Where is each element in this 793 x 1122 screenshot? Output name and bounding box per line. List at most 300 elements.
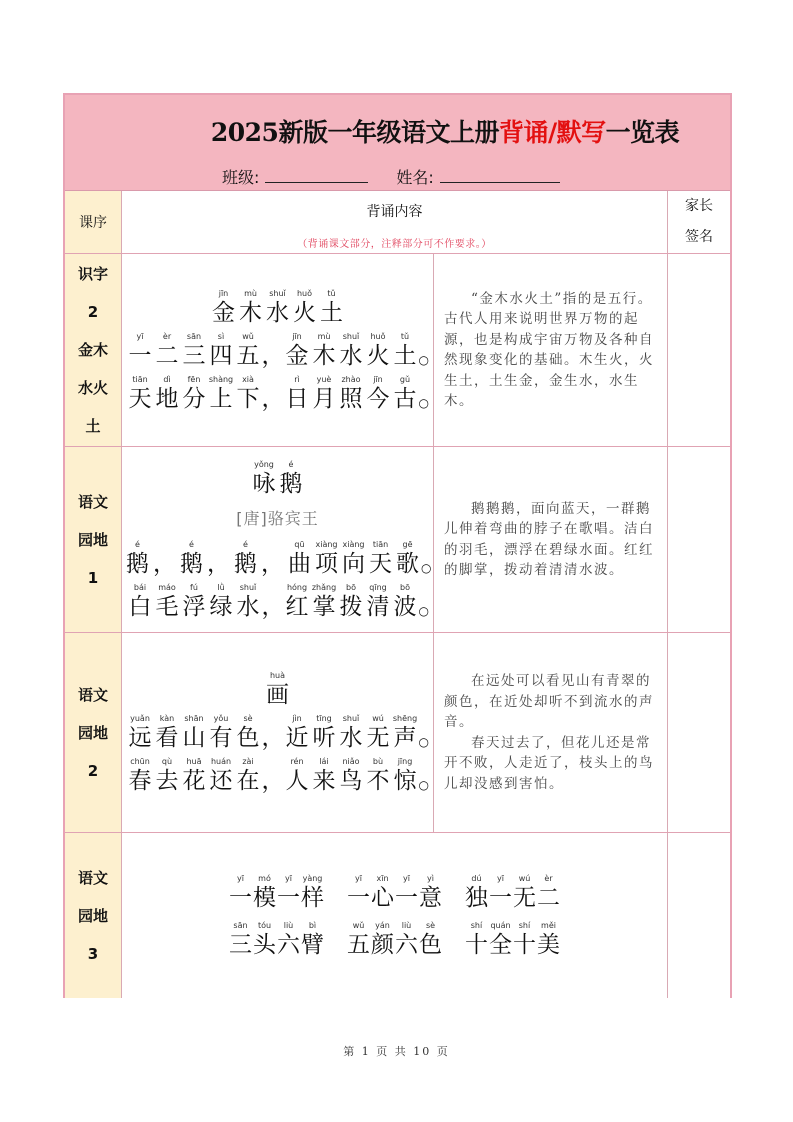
hanzi-with-pinyin <box>392 756 419 795</box>
hanzi: 古 <box>393 385 417 412</box>
poem-title <box>264 670 291 709</box>
hanzi: 远 <box>128 725 152 751</box>
hanzi-with-pinyin <box>178 539 205 578</box>
pinyin: bái <box>133 582 147 592</box>
pinyin: sì <box>217 331 225 341</box>
recitation-content <box>122 833 668 998</box>
poem-line: bái 白 máo 毛 fú 浮 lǜ 绿 shuǐ 水 ， hóng 红 zhǎng 掌 bō 拨 qīng 清 bō 波 ○ <box>128 582 429 620</box>
idiom <box>229 873 325 912</box>
explanation-note: 鹅鹅鹅，面向蓝天，一群鹅儿伸着弯曲的脖子在歌唱。洁白的羽毛，漂浮在碧绿水面。红红的脚掌，拨动着清清水波。 <box>444 500 654 578</box>
hanzi: 无 <box>366 725 390 751</box>
hanzi: 心 <box>371 884 394 911</box>
hanzi-with-pinyin <box>264 288 291 327</box>
recitation-content <box>122 254 668 446</box>
hanzi-with-pinyin <box>311 582 338 621</box>
hanzi-with-pinyin <box>371 873 395 912</box>
hanzi-with-pinyin <box>311 374 338 413</box>
hanzi: 咏 <box>252 470 276 497</box>
hanzi-with-pinyin <box>181 331 208 370</box>
hanzi-with-pinyin <box>347 873 371 912</box>
hanzi-with-pinyin <box>318 288 345 327</box>
hanzi: 上 <box>209 385 233 412</box>
pinyin: mù <box>244 288 257 298</box>
hanzi: 还 <box>209 768 233 794</box>
hanzi: 水 <box>236 593 260 620</box>
pinyin: fú <box>190 582 198 592</box>
hanzi-with-pinyin <box>311 331 338 370</box>
content-header-label: 背诵内容 <box>366 203 423 220</box>
hanzi-with-pinyin <box>365 713 392 752</box>
hanzi-with-pinyin <box>124 539 151 578</box>
hanzi: 近 <box>285 725 309 751</box>
hanzi-with-pinyin <box>419 920 443 959</box>
pinyin: bù <box>372 757 384 766</box>
pinyin: é <box>189 539 194 549</box>
hanzi: 色 <box>419 931 442 958</box>
hanzi-with-pinyin <box>465 920 489 959</box>
hanzi-with-pinyin <box>489 873 513 912</box>
hanzi-with-pinyin <box>208 331 235 370</box>
pinyin: gē <box>402 539 413 549</box>
recitation-sheet <box>63 93 732 998</box>
hanzi-with-pinyin <box>392 374 419 413</box>
pinyin: wǔ <box>352 920 365 930</box>
pinyin: zhào <box>341 374 361 384</box>
parent-signature-cell[interactable] <box>668 633 730 832</box>
table-row <box>65 633 730 833</box>
hanzi: 十 <box>465 931 488 958</box>
hanzi-with-pinyin <box>235 331 262 370</box>
pinyin: yī <box>237 873 244 883</box>
pinyin: shēng <box>392 714 418 723</box>
hanzi-with-pinyin <box>151 539 178 578</box>
hanzi-with-pinyin <box>253 920 277 959</box>
hanzi: 土 <box>320 299 343 326</box>
hanzi: 向 <box>342 550 365 577</box>
hanzi: 鸟 <box>339 768 363 794</box>
pinyin: jīng <box>397 757 413 766</box>
hanzi: 在 <box>236 768 260 794</box>
pinyin: bō <box>346 582 356 592</box>
hanzi: 水 <box>339 725 363 751</box>
hanzi: 三 <box>229 931 252 958</box>
pinyin: tiān <box>132 374 148 384</box>
hanzi: 红 <box>285 593 309 620</box>
title-highlight: 背诵/默写 <box>498 118 606 147</box>
name-field[interactable] <box>440 166 560 183</box>
hanzi: 六 <box>277 931 300 958</box>
pinyin: jìn <box>292 714 302 723</box>
pinyin: sè <box>425 920 436 930</box>
pinyin: jīn <box>292 331 302 341</box>
hanzi-with-pinyin <box>513 873 537 912</box>
hanzi-with-pinyin <box>181 582 208 621</box>
seq-header: 课序 <box>65 191 122 253</box>
hanzi: 五 <box>347 931 370 958</box>
table-row <box>65 833 730 998</box>
hanzi-with-pinyin <box>284 331 311 370</box>
hanzi-with-pinyin <box>394 539 421 578</box>
pinyin: shuǐ <box>342 714 360 723</box>
hanzi-with-pinyin <box>338 582 365 621</box>
hanzi: 天 <box>128 385 152 412</box>
hanzi: 分 <box>182 385 206 412</box>
content-header <box>122 191 668 253</box>
sign-header: 家长 签名 <box>668 191 730 253</box>
hanzi-with-pinyin <box>313 539 340 578</box>
pinyin: qū <box>294 539 305 549</box>
pinyin: bō <box>400 582 410 592</box>
pinyin: yuè <box>316 374 332 384</box>
hanzi-with-pinyin <box>465 873 489 912</box>
pinyin: huǒ <box>296 288 313 298</box>
hanzi: 头 <box>253 931 276 958</box>
class-field[interactable] <box>265 166 368 183</box>
lesson-seq: 语文 园地 2 <box>65 633 122 832</box>
pinyin: shí <box>470 920 483 930</box>
pinyin: é <box>243 539 248 549</box>
poem-line: yī 一 èr 二 sān 三 sì 四 wǔ 五 ， jīn 金 mù 木 shuǐ 水 huǒ 火 tǔ 土 ○ <box>128 331 429 369</box>
poem-line: yuǎn 远 kàn 看 shān 山 yǒu 有 sè 色 ， jìn 近 tīng 听 shuǐ 水 wú 无 shēng 声 ○ <box>128 714 429 751</box>
pinyin: quán <box>490 920 511 930</box>
pinyin: tǔ <box>400 331 410 341</box>
hanzi-with-pinyin <box>154 582 181 621</box>
hanzi: 惊 <box>393 768 417 794</box>
hanzi: 花 <box>182 768 206 794</box>
hanzi-with-pinyin <box>277 873 301 912</box>
pinyin: rén <box>290 757 304 766</box>
lesson-seq: 语文 园地 3 <box>65 833 122 998</box>
hanzi-with-pinyin <box>367 539 394 578</box>
poem-line: é 鹅 ， é 鹅 ， é 鹅 ， qū 曲 xiàng 项 xiàng 向 tiān 天 gē 歌 ○ <box>126 539 432 577</box>
idiom <box>229 920 325 959</box>
pinyin: dì <box>163 374 171 384</box>
hanzi-with-pinyin <box>181 713 208 752</box>
hanzi-with-pinyin <box>205 539 232 578</box>
hanzi: 模 <box>253 884 276 911</box>
pinyin: xià <box>242 374 254 384</box>
pinyin: yī <box>403 873 410 883</box>
hanzi: 去 <box>155 768 179 794</box>
hanzi-with-pinyin <box>392 331 419 370</box>
pinyin: mó <box>258 873 271 883</box>
hanzi: 鹅 <box>126 550 149 577</box>
hanzi: 美 <box>537 931 560 958</box>
sheet-header <box>65 95 730 191</box>
parent-signature-cell[interactable] <box>668 833 730 998</box>
hanzi-with-pinyin <box>291 288 318 327</box>
hanzi-with-pinyin <box>232 539 259 578</box>
hanzi-with-pinyin <box>127 713 154 752</box>
hanzi-with-pinyin <box>347 920 371 959</box>
pinyin: zhǎng <box>311 582 337 592</box>
hanzi: 一 <box>347 884 370 911</box>
pinyin: xiàng <box>315 539 338 549</box>
pinyin: yī <box>497 873 504 883</box>
pinyin: liù <box>401 920 412 930</box>
pinyin: hóng <box>286 582 308 592</box>
hanzi: 项 <box>315 550 338 577</box>
hanzi: 清 <box>366 593 390 620</box>
pinyin: èr <box>544 873 553 883</box>
hanzi: 来 <box>312 768 336 794</box>
pinyin: yǒu <box>213 714 229 723</box>
pinyin: kàn <box>159 714 175 723</box>
hanzi: 一 <box>229 884 252 911</box>
hanzi-with-pinyin <box>371 920 395 959</box>
table-row <box>65 254 730 447</box>
hanzi-with-pinyin <box>181 374 208 413</box>
page-footer: 第 1 页 共 10 页 <box>343 1045 450 1058</box>
hanzi-with-pinyin <box>338 756 365 795</box>
pinyin: gǔ <box>399 374 411 384</box>
pinyin: yī <box>136 331 144 341</box>
poem-author: [唐]骆宾王 <box>236 508 319 528</box>
hanzi-with-pinyin <box>392 713 419 752</box>
pinyin: zài <box>242 757 254 766</box>
pinyin: máo <box>158 582 176 592</box>
pinyin: qù <box>161 757 173 766</box>
hanzi-with-pinyin <box>311 713 338 752</box>
hanzi-with-pinyin <box>338 374 365 413</box>
pinyin: jīn <box>373 374 383 384</box>
recitation-content <box>122 633 668 832</box>
hanzi-with-pinyin <box>284 582 311 621</box>
hanzi: 鹅 <box>234 550 257 577</box>
hanzi: 听 <box>312 725 336 751</box>
hanzi-with-pinyin <box>253 873 277 912</box>
hanzi: 一 <box>489 884 512 911</box>
table-row <box>65 447 730 633</box>
hanzi-with-pinyin <box>127 582 154 621</box>
hanzi-with-pinyin <box>277 920 301 959</box>
pinyin: měi <box>541 920 556 930</box>
hanzi: 一 <box>128 342 152 369</box>
pinyin: shuǐ <box>342 331 360 341</box>
hanzi: 照 <box>339 385 363 412</box>
hanzi-with-pinyin <box>284 374 311 413</box>
poem-line: tiān 天 dì 地 fēn 分 shàng 上 xià 下 ， rì 日 yuè 月 zhào 照 jīn 今 gǔ 古 ○ <box>128 374 429 412</box>
hanzi: 臂 <box>301 931 324 958</box>
pinyin: yuǎn <box>130 714 150 723</box>
poem-text <box>122 254 434 446</box>
hanzi: 绿 <box>209 593 233 620</box>
idiom <box>465 920 561 959</box>
idiom <box>465 873 561 912</box>
hanzi-with-pinyin <box>286 539 313 578</box>
hanzi: 白 <box>128 593 152 620</box>
recitation-content <box>122 447 668 632</box>
pinyin: lǜ <box>217 582 225 592</box>
hanzi-with-pinyin <box>127 331 154 370</box>
hanzi: 二 <box>537 884 560 911</box>
pinyin: é <box>135 539 140 549</box>
poem-line: chūn 春 qù 去 huā 花 huán 还 zài 在 ， rén 人 lái 来 niǎo 鸟 bù 不 jīng 惊 ○ <box>128 757 429 794</box>
pinyin: sān <box>186 331 202 341</box>
hanzi-with-pinyin <box>154 713 181 752</box>
hanzi-with-pinyin <box>338 713 365 752</box>
pinyin: shuǐ <box>239 582 257 592</box>
hanzi-with-pinyin <box>395 873 419 912</box>
lesson-seq: 语文 园地 1 <box>65 447 122 632</box>
hanzi-with-pinyin <box>284 756 311 795</box>
pinyin: dú <box>471 873 482 883</box>
hanzi: 看 <box>155 725 179 751</box>
hanzi-with-pinyin <box>338 331 365 370</box>
hanzi-with-pinyin <box>365 582 392 621</box>
poem-text <box>122 447 434 632</box>
name-label: 姓名: <box>396 168 434 187</box>
hanzi: 曲 <box>288 550 311 577</box>
hanzi-with-pinyin <box>513 920 537 959</box>
pinyin: yǒng <box>254 459 274 469</box>
pinyin: mù <box>317 331 331 341</box>
poem-title <box>210 288 345 327</box>
hanzi: 样 <box>301 884 324 911</box>
hanzi-with-pinyin <box>127 374 154 413</box>
hanzi: 春 <box>128 768 152 794</box>
hanzi-with-pinyin <box>311 756 338 795</box>
hanzi: 山 <box>182 725 206 751</box>
hanzi: 土 <box>393 342 417 369</box>
pinyin: sè <box>243 714 253 723</box>
hanzi: 三 <box>182 342 206 369</box>
hanzi-with-pinyin <box>537 920 561 959</box>
class-label: 班级: <box>222 168 260 187</box>
lesson-seq: 识字 2 金木 水火 土 <box>65 254 122 446</box>
hanzi: 掌 <box>312 593 336 620</box>
pinyin: niǎo <box>342 757 360 766</box>
hanzi: 下 <box>236 385 260 412</box>
pinyin: rì <box>294 374 300 384</box>
hanzi-with-pinyin <box>235 374 262 413</box>
parent-signature-cell[interactable] <box>668 254 730 446</box>
hanzi-with-pinyin <box>301 920 325 959</box>
hanzi: 今 <box>366 385 390 412</box>
pinyin: huǒ <box>370 331 386 341</box>
hanzi: 不 <box>366 768 390 794</box>
hanzi-with-pinyin <box>208 713 235 752</box>
hanzi: 声 <box>393 725 417 751</box>
hanzi: 鹅 <box>279 470 303 497</box>
pinyin: tiān <box>372 539 389 549</box>
hanzi: 天 <box>369 550 392 577</box>
hanzi-with-pinyin <box>537 873 561 912</box>
hanzi: 一 <box>277 884 300 911</box>
hanzi-with-pinyin <box>284 713 311 752</box>
hanzi: 二 <box>155 342 179 369</box>
hanzi: 水 <box>266 299 289 326</box>
pinyin: xīn <box>376 873 389 883</box>
hanzi: ， <box>153 550 176 577</box>
hanzi-with-pinyin <box>127 756 154 795</box>
hanzi-with-pinyin <box>229 920 253 959</box>
hanzi-with-pinyin <box>251 459 278 498</box>
hanzi-with-pinyin <box>229 873 253 912</box>
hanzi: 木 <box>239 299 262 326</box>
hanzi: 地 <box>155 385 179 412</box>
hanzi-with-pinyin <box>208 374 235 413</box>
hanzi: 五 <box>236 342 260 369</box>
pinyin: lái <box>319 757 329 766</box>
pinyin: fēn <box>187 374 201 384</box>
hanzi-with-pinyin <box>365 756 392 795</box>
pinyin: jīn <box>218 288 229 298</box>
pinyin: huán <box>210 757 232 766</box>
page-title <box>65 113 730 149</box>
content-header-note: （背诵课文部分，注释部分可不作要求。） <box>297 238 492 250</box>
pinyin: yàng <box>302 873 323 883</box>
hanzi: 金 <box>285 342 309 369</box>
hanzi: 拨 <box>339 593 363 620</box>
hanzi: 全 <box>489 931 512 958</box>
hanzi-with-pinyin <box>340 539 367 578</box>
pinyin: huà <box>269 671 286 680</box>
hanzi: 毛 <box>155 593 179 620</box>
hanzi-with-pinyin <box>365 374 392 413</box>
hanzi: 水 <box>339 342 363 369</box>
pinyin: tóu <box>257 920 272 930</box>
hanzi-with-pinyin <box>235 756 262 795</box>
hanzi: 无 <box>513 884 536 911</box>
hanzi: 有 <box>209 725 233 751</box>
student-fields <box>222 165 560 188</box>
hanzi: 意 <box>419 884 442 911</box>
pinyin: shuǐ <box>269 288 286 298</box>
hanzi: 月 <box>312 385 336 412</box>
hanzi-with-pinyin <box>392 582 419 621</box>
title-main: 2025新版一年级语文上册 <box>210 118 499 147</box>
hanzi-with-pinyin <box>208 756 235 795</box>
poem-text <box>122 633 434 832</box>
pinyin: yán <box>375 920 390 930</box>
pinyin: shān <box>184 714 204 723</box>
pinyin: shàng <box>208 374 234 384</box>
title-suffix: 一览表 <box>605 118 680 147</box>
hanzi: ， <box>261 550 284 577</box>
poem-title <box>251 459 305 498</box>
hanzi-with-pinyin <box>154 331 181 370</box>
hanzi: 木 <box>312 342 336 369</box>
hanzi-with-pinyin <box>210 288 237 327</box>
pinyin: tǔ <box>327 288 336 298</box>
idiom <box>347 920 443 959</box>
explanation-note: 在远处可以看见山有青翠的颜色，在近处却听不到流水的声音。 春天过去了，但花儿还是常开不败，人走近了，枝头上的鸟儿却没感到害怕。 <box>444 673 654 792</box>
hanzi-with-pinyin <box>395 920 419 959</box>
pinyin: sān <box>233 920 248 930</box>
hanzi-with-pinyin <box>301 873 325 912</box>
hanzi-with-pinyin <box>208 582 235 621</box>
table-header-row <box>65 191 730 254</box>
pinyin: é <box>288 459 294 469</box>
pinyin: yì <box>427 873 434 883</box>
parent-signature-cell[interactable] <box>668 447 730 632</box>
pinyin: wǔ <box>242 331 254 341</box>
pinyin: huā <box>186 757 202 766</box>
pinyin: tīng <box>316 714 332 723</box>
pinyin: wú <box>372 714 384 723</box>
explanation-note: “金木水火土”指的是五行。古代人用来说明世界万物的起源，也是构成宇宙万物及各种自然现象变化的基础。木生火，火生土，土生金，金生水，水生木。 <box>444 290 654 409</box>
hanzi: 四 <box>209 342 233 369</box>
hanzi-with-pinyin <box>259 539 286 578</box>
pinyin: yī <box>355 873 362 883</box>
pinyin: bì <box>308 920 317 930</box>
hanzi-with-pinyin <box>154 756 181 795</box>
pinyin: qīng <box>369 582 387 592</box>
pinyin: xiàng <box>342 539 365 549</box>
hanzi: 火 <box>366 342 390 369</box>
hanzi: 浮 <box>182 593 206 620</box>
